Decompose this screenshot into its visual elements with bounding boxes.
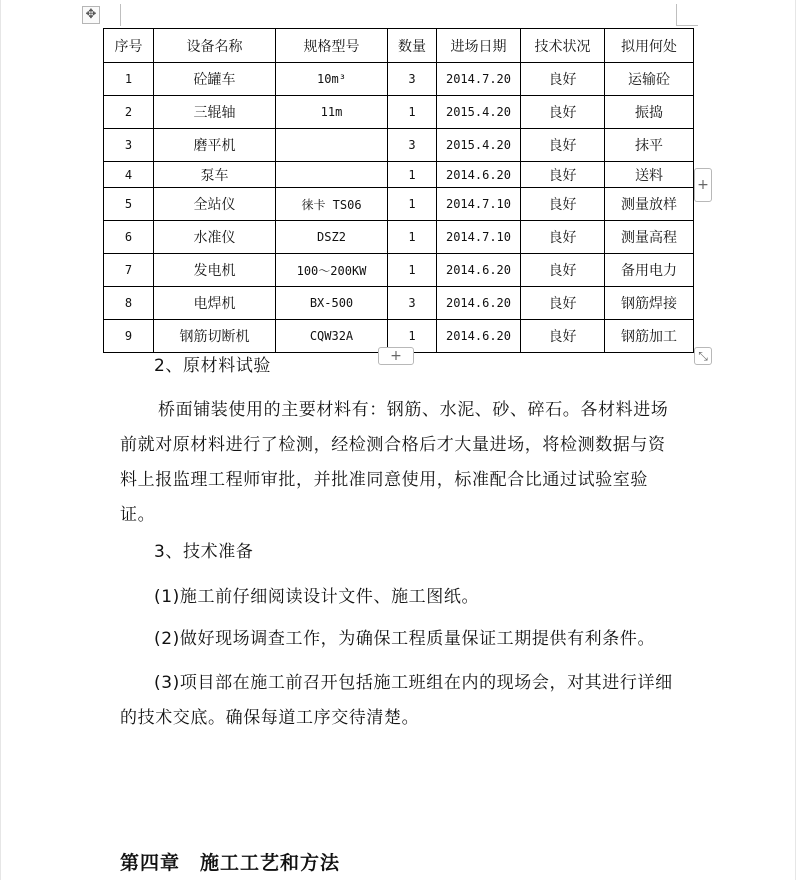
cell-condition: 良好 — [521, 129, 605, 162]
cell-equipment-name: 钢筋切断机 — [154, 320, 276, 353]
cell-condition: 良好 — [521, 188, 605, 221]
cell-entry-date: 2014.7.20 — [437, 63, 521, 96]
cell-equipment-name: 三辊轴 — [154, 96, 276, 129]
table-row — [104, 63, 694, 96]
cell-usage: 测量高程 — [605, 221, 694, 254]
cell-equipment-name: 全站仪 — [154, 188, 276, 221]
header-index: 序号 — [104, 29, 154, 63]
cell-entry-date: 2014.6.20 — [437, 287, 521, 320]
cell-entry-date: 2014.6.20 — [437, 254, 521, 287]
cell-index: 9 — [104, 320, 154, 353]
cell-usage: 抹平 — [605, 129, 694, 162]
cell-model: CQW32A — [276, 320, 388, 353]
cell-entry-date: 2014.6.20 — [437, 320, 521, 353]
cell-condition: 良好 — [521, 287, 605, 320]
cell-index: 1 — [104, 63, 154, 96]
cell-model — [276, 162, 388, 188]
cell-model: BX-500 — [276, 287, 388, 320]
header-quantity: 数量 — [388, 29, 437, 63]
cell-condition: 良好 — [521, 63, 605, 96]
cell-index: 3 — [104, 129, 154, 162]
cell-index: 7 — [104, 254, 154, 287]
table-header-row — [104, 29, 694, 63]
cell-usage: 振捣 — [605, 96, 694, 129]
cell-quantity: 3 — [388, 63, 437, 96]
cell-condition: 良好 — [521, 96, 605, 129]
table-row — [104, 96, 694, 129]
table-row — [104, 162, 694, 188]
cell-model — [276, 129, 388, 162]
cell-model: 徕卡 TS06 — [276, 188, 388, 221]
cell-equipment-name: 磨平机 — [154, 129, 276, 162]
cell-equipment-name: 砼罐车 — [154, 63, 276, 96]
cell-model: DSZ2 — [276, 221, 388, 254]
equipment-table — [103, 28, 694, 353]
table-move-handle-icon[interactable]: ✥ — [82, 6, 100, 24]
header-condition: 技术状况 — [521, 29, 605, 63]
header-entry-date: 进场日期 — [437, 29, 521, 63]
cell-quantity: 3 — [388, 129, 437, 162]
list-item-1: (1)施工前仔细阅读设计文件、施工图纸。 — [154, 587, 480, 607]
cell-usage: 钢筋加工 — [605, 320, 694, 353]
cell-condition: 良好 — [521, 254, 605, 287]
cell-usage: 钢筋焊接 — [605, 287, 694, 320]
cell-entry-date: 2014.7.10 — [437, 221, 521, 254]
cell-quantity: 1 — [388, 96, 437, 129]
section-2-paragraph: 桥面铺装使用的主要材料有：钢筋、水泥、砂、碎石。各材料进场前就对原材料进行了检测，经检测合格后才大量进场，将检测数据与资料上报监理工程师审批，并批准同意使用，标准配合比通过试验室验证。 — [120, 400, 669, 525]
cell-equipment-name: 发电机 — [154, 254, 276, 287]
crop-mark-top-right — [676, 4, 677, 26]
cell-index: 2 — [104, 96, 154, 129]
cell-quantity: 1 — [388, 188, 437, 221]
cell-index: 6 — [104, 221, 154, 254]
cell-index: 4 — [104, 162, 154, 188]
cell-usage: 测量放样 — [605, 188, 694, 221]
cell-quantity: 1 — [388, 162, 437, 188]
cell-equipment-name: 电焊机 — [154, 287, 276, 320]
section-3-heading: 3、技术准备 — [154, 542, 254, 562]
cell-model: 11m — [276, 96, 388, 129]
cell-equipment-name: 泵车 — [154, 162, 276, 188]
cell-equipment-name: 水准仪 — [154, 221, 276, 254]
cell-usage: 送料 — [605, 162, 694, 188]
cell-quantity: 1 — [388, 221, 437, 254]
table-row — [104, 254, 694, 287]
cell-entry-date: 2015.4.20 — [437, 96, 521, 129]
cell-entry-date: 2015.4.20 — [437, 129, 521, 162]
cell-model: 100～200KW — [276, 254, 388, 287]
section-2-heading: 2、原材料试验 — [154, 356, 272, 376]
table-row — [104, 287, 694, 320]
table-row — [104, 129, 694, 162]
cell-quantity: 3 — [388, 287, 437, 320]
crop-mark-top-right-h — [676, 25, 698, 26]
cell-index: 5 — [104, 188, 154, 221]
list-item-2: (2)做好现场调查工作，为确保工程质量保证工期提供有利条件。 — [154, 629, 656, 649]
cell-condition: 良好 — [521, 162, 605, 188]
chapter-title: 第四章 施工工艺和方法 — [120, 852, 341, 874]
table-row — [104, 188, 694, 221]
crop-mark-top-left — [120, 4, 121, 26]
cell-entry-date: 2014.7.10 — [437, 188, 521, 221]
cell-condition: 良好 — [521, 221, 605, 254]
table-row — [104, 221, 694, 254]
add-column-button[interactable]: + — [694, 168, 712, 202]
cell-model: 10m³ — [276, 63, 388, 96]
cell-quantity: 1 — [388, 320, 437, 353]
add-row-button[interactable]: + — [378, 347, 414, 365]
header-usage: 拟用何处 — [605, 29, 694, 63]
cell-index: 8 — [104, 287, 154, 320]
header-equipment-name: 设备名称 — [154, 29, 276, 63]
cell-quantity: 1 — [388, 254, 437, 287]
cell-entry-date: 2014.6.20 — [437, 162, 521, 188]
list-item-3: (3)项目部在施工前召开包括施工班组在内的现场会，对其进行详细的技术交底。确保每道工序交待清楚。 — [120, 673, 673, 728]
page-left-edge — [0, 0, 1, 880]
cell-usage: 运输砼 — [605, 63, 694, 96]
table-resize-handle-icon[interactable]: ⤡ — [694, 347, 712, 365]
cell-usage: 备用电力 — [605, 254, 694, 287]
cell-condition: 良好 — [521, 320, 605, 353]
header-model: 规格型号 — [276, 29, 388, 63]
